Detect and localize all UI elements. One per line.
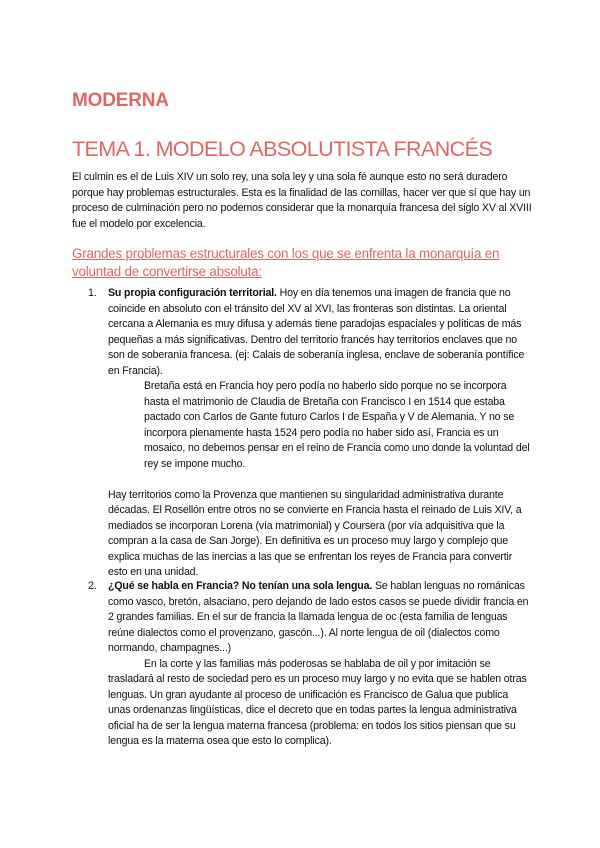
indented-paragraph: En la corte y las familias más poderosas se hablaba de oil y por imitación se trasladará al resto de sociedad pero es un proceso muy largo y no evita que se hablen otras lenguas. Un gran ayudante al proceso de unificación es Francisco de Galua que publica unas ordenanzas lingüísticas, dice el decreto que en todas partes la lengua administrativa oficial ha de ser la lengua materna francesa (problema: en todos los sitios piensan que su lengua es la materna osea que esto lo complica).: [108, 657, 527, 747]
list-item-text: Hoy en día tenemos una imagen de francia que no coincide en absoluto con el tránsito del XV al XVI, las fronteras son distintas. La oriental cercana a Alemania es muy difusa y además tiene paradojas espaciales y políticas de más pequeñas a más significativas. Dentro del territorio francés hay territorios enclaves que no son de soberanía francesa. (ej: Calais de soberanía inglesa, enclave de soberanía pontífice en Francia).: [108, 287, 525, 377]
indented-paragraph: Bretaña está en Francia hoy pero podía no haberlo sido porque no se incorpora hasta el matrimonio de Claudia de Bretaña con Francisco I en 1514 que estaba pactado con Carlos de Gante futuro Carlos I de España y V de Alemania. Y no se incorpora plenamente hasta 1524 pero podía no haber sido así, Francia es un mosaico, no debemos pensar en el reino de Francia como uno donde la voluntad del rey se impone mucho.: [144, 380, 530, 470]
list-item-paragraph: [108, 579, 530, 657]
list-item-number: 1.: [88, 287, 97, 299]
list-item-paragraph: [108, 286, 530, 379]
list-item-text: Se hablan lenguas no románicas como vasco, bretón, alsaciano, pero dejando de lado estos casos se puede dividir francia en 2 grandes familias. En el sur de francia la llamada lengua de oc (esta familia de lenguas reúne dialectos como el provenzano, gascón...). Al norte lengua de oil (dialectos como normando, champagnes...): [108, 580, 529, 654]
list-item-title: Su propia configuración territorial.: [108, 287, 277, 299]
list-item-1: [72, 286, 534, 581]
list-item-title: ¿Qué se habla en Francia? No tenían una sola lengua.: [108, 580, 373, 592]
list-item-paragraph-continued: Hay territorios como la Provenza que mantienen su singularidad administrativa durante décadas. El Rosellón entre otros no se convierte en Francia hasta el reinado de Luis XIV, a mediados se incorporan Lorena (vía matrimonial) y Coursera (por vía adquisitiva que la compran a la casa de San Jorge). En definitiva es un proceso muy largo y complejo que explica muchas de las inercias a las que se enfrentan los reyes de Francia para convertir esto en una unidad.: [108, 488, 522, 578]
list-item-2: [72, 579, 534, 750]
list-item-body: [108, 579, 530, 750]
intro-paragraph: El culmin es el de Luis XIV un solo rey, una sola ley y una sola fé aunque esto no será duradero porque hay problemas estructurales. Esta es la finalidad de las comillas, hacer ver que sí que hay un proceso de culminación pero no podemos considerar que la monarquía francesa del siglo XV al XVIII fue el modelo por excelencia.: [72, 171, 532, 230]
list-item-body: [108, 286, 530, 581]
course-heading: MODERNA: [72, 90, 169, 111]
section-subheading: Grandes problemas estructurales con los que se enfrenta la monarquía en voluntad de convertirse absoluta:: [72, 246, 500, 279]
list-item-number: 2.: [88, 580, 97, 592]
topic-heading: TEMA 1. MODELO ABSOLUTISTA FRANCÉS: [72, 137, 493, 161]
